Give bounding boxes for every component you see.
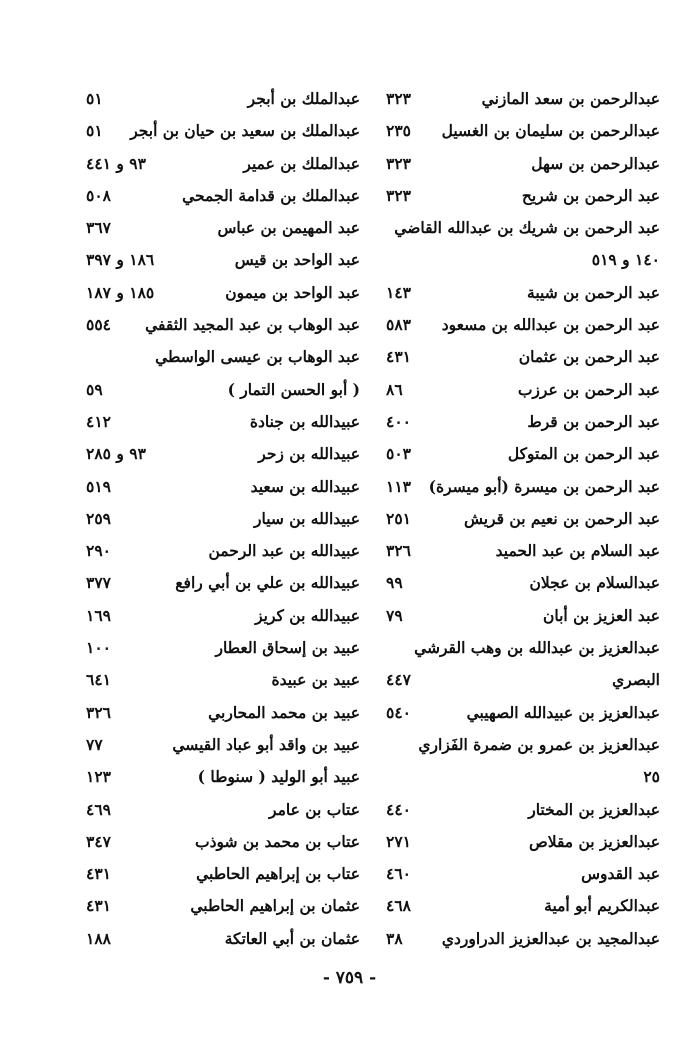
entry-name: عبيد بن محمد المحاربي — [208, 702, 360, 722]
entry-pages: ٢٣٥ — [386, 121, 411, 141]
entry-pages: ٣٧٧ — [86, 573, 111, 593]
index-entry — [80, 890, 360, 922]
entry-pages: ٥١٩ — [86, 476, 111, 496]
index-entry — [80, 567, 360, 599]
index-entry — [380, 858, 660, 890]
entry-pages: ٣٢٣ — [386, 89, 411, 108]
entry-pages: ٢٧١ — [386, 831, 411, 851]
entry-pages: ٣٨ — [386, 928, 403, 948]
entry-name: عبيد بن واقد أبو عباد القيسي — [172, 734, 360, 754]
entry-name: عبدالمجيد بن عبدالعزيز الدراوردي — [441, 928, 660, 948]
index-entry — [380, 600, 660, 632]
entry-name: عبد الوهاب بن عبد المجيد الثقفي — [145, 315, 360, 335]
entry-name: عبد المهيمن بن عباس — [217, 218, 360, 238]
index-entry — [380, 277, 660, 309]
entry-pages: ٩٣ و ٤٤١ — [86, 153, 146, 173]
entry-name: عبد الرحمن بن شريح — [521, 185, 660, 205]
entry-pages: ٣٦٧ — [86, 218, 111, 238]
entry-pages: ٢٥ — [643, 767, 660, 787]
entry-name: عبيدالله بن سعيد — [250, 476, 360, 496]
entry-name: عبد القدوس — [581, 864, 660, 884]
index-entry — [80, 309, 360, 341]
entry-name: عبدالملك بن عمير — [243, 153, 360, 173]
entry-pages: ١٠٠ — [86, 638, 111, 658]
entry-name: عبيدالله بن علي بن أبي رافع — [175, 573, 360, 593]
entry-name: عبيدالله بن كريز — [255, 605, 360, 625]
entry-pages: ٤٦٠ — [386, 864, 411, 884]
index-entry — [380, 761, 660, 793]
index-entry — [380, 148, 660, 180]
page-number: - ٧٥٩ - — [322, 968, 377, 988]
entry-pages: ٤٣١ — [386, 347, 411, 367]
entry-name: عبدالرحمن بن سعد المازني — [481, 89, 660, 108]
entry-pages: ٥٠٨ — [86, 185, 111, 205]
index-entry — [80, 826, 360, 858]
index-entry — [80, 341, 360, 373]
entry-pages: ١٨٦ و ٣٩٧ — [86, 250, 155, 270]
entry-name: عبيد بن عبيدة — [271, 670, 360, 690]
entry-pages: ٥١ — [86, 89, 103, 108]
index-page — [80, 83, 660, 948]
index-entry — [80, 535, 360, 567]
entry-name: عبد الرحمن بن نعيم بن قريش — [463, 508, 660, 528]
index-entry — [380, 826, 660, 858]
entry-pages: ٢٥٩ — [86, 508, 111, 528]
index-entry — [380, 794, 660, 826]
index-entry — [380, 503, 660, 535]
index-entry — [380, 212, 660, 244]
index-entry — [80, 858, 360, 890]
entry-pages: ١٤٠ و ٥١٩ — [591, 250, 660, 270]
entry-name: عبدالسلام بن عجلان — [529, 573, 660, 593]
entry-name: عبد الرحمن بن قرط — [527, 411, 660, 431]
entry-name: عبد الرحمن بن ميسرة (أبو ميسرة) — [428, 476, 660, 496]
left-column — [80, 83, 360, 955]
right-column — [380, 83, 660, 955]
entry-name: عبيدالله بن زحر — [258, 444, 360, 464]
entry-name: عبدالرحمن بن سهل — [531, 153, 660, 173]
entry-pages: ١٤٣ — [386, 282, 411, 302]
entry-name: عبدالملك بن أبجر — [247, 89, 360, 108]
entry-name: عثمان بن أبي العاتكة — [224, 928, 360, 948]
entry-pages: ٤١٢ — [86, 411, 111, 431]
entry-name: عبد السلام بن عبد الحميد — [495, 541, 660, 561]
index-entry — [80, 180, 360, 212]
index-entry — [380, 309, 660, 341]
entry-name: عتاب بن عامر — [269, 799, 360, 819]
entry-pages: ١٢٣ — [86, 767, 111, 787]
entry-name: عبد العزيز بن أبان — [542, 605, 660, 625]
entry-name: عبدالعزيز بن عمرو بن ضمرة الفَزاري — [418, 734, 660, 754]
entry-pages: ٧٩ — [386, 605, 403, 625]
entry-name: عثمان بن إبراهيم الحاطبي — [190, 896, 360, 916]
index-entry — [380, 244, 660, 276]
entry-name: عبدالملك بن قدامة الجمحي — [182, 185, 360, 205]
entry-name: عبد الرحمن بن عثمان — [518, 347, 660, 367]
entry-name: عبيدالله بن جنادة — [249, 411, 360, 431]
index-entry — [380, 729, 660, 761]
index-entry — [80, 923, 360, 955]
entry-pages: ٤٠٠ — [386, 411, 411, 431]
entry-pages: ٤٤٧ — [386, 670, 411, 690]
index-entry — [380, 535, 660, 567]
index-entry — [80, 729, 360, 761]
entry-pages: ٨٦ — [386, 379, 403, 399]
entry-pages: ١٨٥ و ١٨٧ — [86, 282, 155, 302]
index-entry — [80, 697, 360, 729]
entry-pages: ٤٣١ — [86, 896, 111, 916]
entry-pages: ٢٩٠ — [86, 541, 111, 561]
entry-name: عبدالملك بن سعيد بن حيان بن أبجر — [130, 121, 360, 141]
entry-pages: ٩٩ — [386, 573, 403, 593]
entry-name: عتاب بن إبراهيم الحاطبي — [196, 864, 360, 884]
entry-name: عبد الرحمن بن شيبة — [527, 282, 660, 302]
entry-name: البصري — [612, 670, 660, 690]
index-entry — [80, 374, 360, 406]
entry-pages: ٥٨٣ — [386, 315, 411, 335]
index-entry — [380, 567, 660, 599]
index-entry — [80, 83, 360, 115]
entry-name: ( أبو الحسن التمار ) — [227, 379, 360, 399]
index-entry — [80, 406, 360, 438]
entry-name: عتاب بن محمد بن شوذب — [195, 831, 360, 851]
entry-pages: ٢٥١ — [386, 508, 411, 528]
index-entry — [80, 761, 360, 793]
entry-name: عبيدالله بن سيار — [254, 508, 360, 528]
entry-name: عبدالكريم أبو أمية — [544, 896, 660, 916]
entry-name: عبدالعزيز بن مقلاص — [528, 831, 660, 851]
entry-name: عبد الرحمن بن شريك بن عبدالله القاضي — [394, 218, 660, 238]
entry-pages: ٤٣١ — [86, 864, 111, 884]
entry-name: عبد الرحمن بن عرزب — [517, 379, 660, 399]
index-entry — [380, 664, 660, 696]
entry-pages: ٥٤٠ — [386, 702, 411, 722]
index-entry — [380, 180, 660, 212]
index-entry — [80, 244, 360, 276]
entry-pages: ٣٢٦ — [86, 702, 111, 722]
entry-pages: ٣٢٦ — [386, 541, 411, 561]
index-entry — [80, 632, 360, 664]
index-entry — [380, 406, 660, 438]
index-entry — [380, 697, 660, 729]
entry-pages: ٥٥٤ — [86, 315, 111, 335]
entry-name: عبد الرحمن بن عبدالله بن مسعود — [441, 315, 660, 335]
entry-name: عبد الواحد بن ميمون — [225, 282, 360, 302]
index-entry — [80, 148, 360, 180]
entry-pages: ٩٣ و ٢٨٥ — [86, 444, 146, 464]
entry-pages: ٣٢٣ — [386, 153, 411, 173]
entry-pages: ٥٩ — [86, 379, 103, 399]
index-entry — [80, 503, 360, 535]
entry-pages: ٤٦٩ — [86, 799, 111, 819]
entry-name: عبد الوهاب بن عيسى الواسطي — [155, 347, 360, 367]
index-entry — [80, 115, 360, 147]
index-entry — [80, 471, 360, 503]
entry-pages: ٥٠٣ — [386, 444, 411, 464]
entry-pages: ٤٤٠ — [386, 799, 411, 819]
index-entry — [80, 438, 360, 470]
index-entry — [80, 600, 360, 632]
index-entry — [380, 115, 660, 147]
entry-name: عبد الواحد بن قيس — [234, 250, 360, 270]
index-entry — [380, 374, 660, 406]
index-entry — [80, 794, 360, 826]
index-entry — [380, 632, 660, 664]
entry-name: عبيد أبو الوليد ( سنوطا ) — [197, 767, 360, 787]
entry-name: عبد الرحمن بن المتوكل — [507, 444, 660, 464]
entry-name: عبدالعزيز بن المختار — [528, 799, 660, 819]
index-entry — [380, 890, 660, 922]
index-entry — [80, 664, 360, 696]
entry-name: عبدالعزيز بن عبدالله بن وهب القرشي — [414, 638, 660, 658]
entry-name: عبدالعزيز بن عبيدالله الصهيبي — [466, 702, 660, 722]
index-entry — [380, 438, 660, 470]
entry-name: عبيد بن إسحاق العطار — [215, 638, 360, 658]
entry-pages: ٣٤٧ — [86, 831, 111, 851]
entry-name: عبيدالله بن عبد الرحمن — [208, 541, 360, 561]
index-entry — [80, 277, 360, 309]
entry-pages: ٦٤١ — [86, 670, 111, 690]
index-entry — [380, 471, 660, 503]
entry-pages: ١٦٩ — [86, 605, 111, 625]
entry-name: عبدالرحمن بن سليمان بن الغسيل — [441, 121, 660, 141]
index-entry — [380, 341, 660, 373]
index-entry — [380, 83, 660, 115]
entry-pages: ١١٣ — [386, 476, 411, 496]
entry-pages: ٤٦٨ — [386, 896, 411, 916]
entry-pages: ٧٧ — [86, 734, 103, 754]
index-entry — [80, 212, 360, 244]
entry-pages: ٥١ — [86, 121, 103, 141]
entry-pages: ١٨٨ — [86, 928, 111, 948]
index-entry — [380, 923, 660, 955]
entry-pages: ٣٢٣ — [386, 185, 411, 205]
